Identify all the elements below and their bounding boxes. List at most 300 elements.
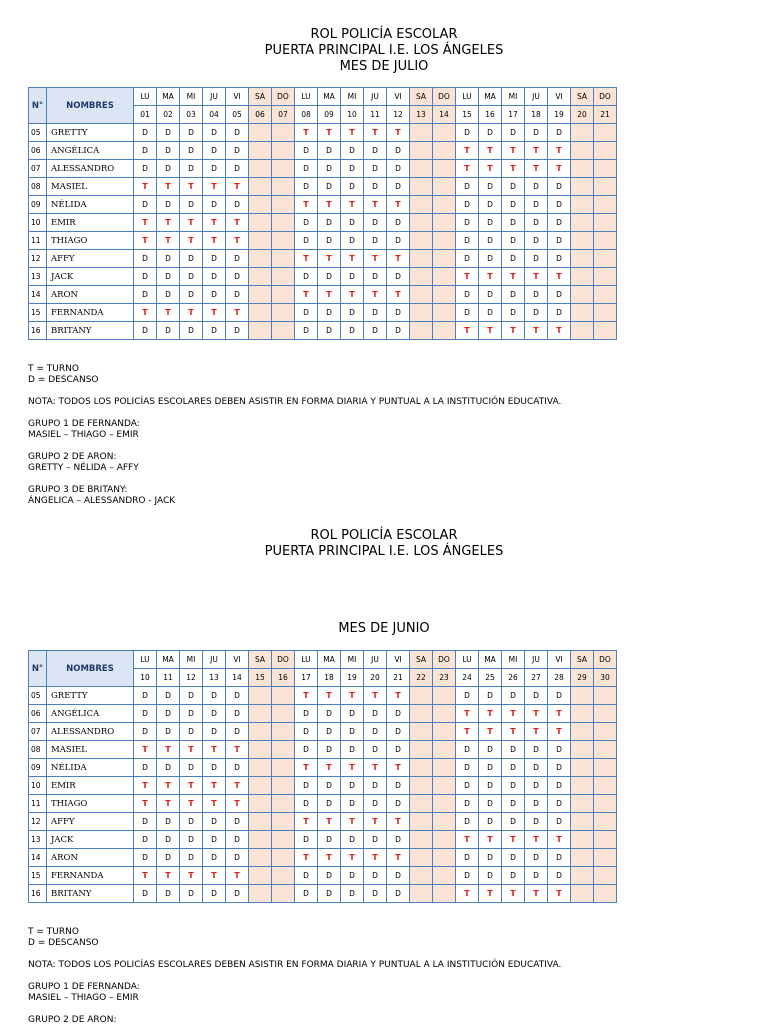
schedule-cell: D (479, 687, 502, 705)
header-day: SA (249, 651, 272, 669)
row-number: 16 (29, 322, 47, 340)
schedule-cell: T (364, 849, 387, 867)
header-date: 05 (226, 106, 249, 124)
schedule-cell (272, 795, 295, 813)
header-day: MI (180, 651, 203, 669)
schedule-cell (594, 250, 617, 268)
schedule-cell: T (525, 268, 548, 286)
schedule-cell: D (134, 831, 157, 849)
schedule-cell: D (502, 795, 525, 813)
schedule-cell: D (502, 777, 525, 795)
schedule-cell: D (548, 741, 571, 759)
schedule-cell (410, 286, 433, 304)
header-day: DO (433, 88, 456, 106)
row-number: 16 (29, 885, 47, 903)
row-number: 06 (29, 705, 47, 723)
schedule-cell: T (456, 268, 479, 286)
header-date: 28 (548, 669, 571, 687)
table-row (29, 250, 617, 268)
row-number: 07 (29, 723, 47, 741)
schedule-cell: D (157, 813, 180, 831)
schedule-cell: T (387, 196, 410, 214)
header-day: MI (502, 88, 525, 106)
schedule-cell: T (548, 705, 571, 723)
schedule-cell (410, 831, 433, 849)
schedule-cell: T (134, 795, 157, 813)
header-day: JU (364, 88, 387, 106)
header-day: LU (295, 88, 318, 106)
june-title-line-2: PUERTA PRINCIPAL I.E. LOS ÁNGELES (264, 544, 504, 559)
schedule-cell: T (502, 142, 525, 160)
schedule-cell (272, 214, 295, 232)
schedule-cell (272, 304, 295, 322)
schedule-cell: D (295, 268, 318, 286)
header-number: N° (29, 651, 47, 687)
group-3-label: GRUPO 3 DE BRITANY: (28, 485, 128, 495)
officer-name: MASIEL (47, 178, 134, 196)
schedule-cell: D (502, 813, 525, 831)
schedule-cell (571, 723, 594, 741)
header-date: 25 (479, 669, 502, 687)
schedule-cell: T (456, 160, 479, 178)
schedule-cell: D (318, 232, 341, 250)
table-row (29, 759, 617, 777)
schedule-cell (571, 813, 594, 831)
schedule-cell: T (318, 124, 341, 142)
schedule-cell: D (341, 232, 364, 250)
schedule-cell (433, 214, 456, 232)
schedule-cell: T (548, 160, 571, 178)
schedule-cell: T (502, 322, 525, 340)
table-row (29, 268, 617, 286)
schedule-cell (594, 124, 617, 142)
header-date: 26 (502, 669, 525, 687)
header-date: 04 (203, 106, 226, 124)
schedule-cell (571, 286, 594, 304)
header-day: VI (226, 651, 249, 669)
schedule-cell: D (180, 196, 203, 214)
schedule-cell: D (502, 178, 525, 196)
schedule-cell: T (456, 723, 479, 741)
header-day: LU (134, 651, 157, 669)
schedule-cell (410, 849, 433, 867)
schedule-cell (272, 286, 295, 304)
group-1-members: MASIEL – THIAGO – EMIR (28, 430, 139, 440)
header-date: 02 (157, 106, 180, 124)
schedule-cell (272, 250, 295, 268)
schedule-cell: D (203, 759, 226, 777)
schedule-cell: D (180, 322, 203, 340)
schedule-cell: T (456, 322, 479, 340)
schedule-cell: T (180, 178, 203, 196)
schedule-cell (272, 759, 295, 777)
table-row (29, 124, 617, 142)
schedule-cell (571, 142, 594, 160)
row-number: 06 (29, 142, 47, 160)
schedule-cell: D (203, 687, 226, 705)
row-number: 05 (29, 124, 47, 142)
schedule-cell: D (295, 142, 318, 160)
schedule-cell: D (456, 759, 479, 777)
schedule-cell (410, 741, 433, 759)
schedule-cell: D (479, 232, 502, 250)
schedule-cell: T (456, 831, 479, 849)
june-month-title (0, 621, 768, 637)
schedule-cell (272, 160, 295, 178)
schedule-cell (571, 741, 594, 759)
schedule-cell: D (134, 687, 157, 705)
schedule-cell: T (203, 867, 226, 885)
schedule-cell (433, 759, 456, 777)
schedule-cell: T (226, 304, 249, 322)
schedule-cell: D (387, 322, 410, 340)
header-day: MA (479, 88, 502, 106)
schedule-cell (571, 322, 594, 340)
officer-name: ALESSANDRO (47, 723, 134, 741)
schedule-cell: D (548, 196, 571, 214)
schedule-cell: T (157, 214, 180, 232)
schedule-cell: D (456, 777, 479, 795)
schedule-cell: D (502, 232, 525, 250)
schedule-cell: T (134, 777, 157, 795)
header-date: 20 (571, 106, 594, 124)
schedule-cell: T (318, 196, 341, 214)
schedule-cell: D (525, 813, 548, 831)
schedule-cell: D (134, 849, 157, 867)
schedule-cell: D (226, 196, 249, 214)
schedule-cell: D (548, 250, 571, 268)
schedule-cell (410, 777, 433, 795)
header-date: 10 (341, 106, 364, 124)
row-number: 08 (29, 178, 47, 196)
schedule-cell: D (180, 142, 203, 160)
schedule-cell: D (134, 813, 157, 831)
schedule-cell: T (479, 142, 502, 160)
officer-name: ANGÉLICA (47, 142, 134, 160)
schedule-cell: D (203, 124, 226, 142)
schedule-cell: D (134, 322, 157, 340)
schedule-cell (249, 687, 272, 705)
schedule-cell (410, 322, 433, 340)
schedule-cell: D (203, 160, 226, 178)
schedule-cell: D (157, 250, 180, 268)
schedule-cell: D (456, 687, 479, 705)
schedule-cell: T (157, 777, 180, 795)
schedule-cell: D (157, 705, 180, 723)
schedule-cell (594, 196, 617, 214)
schedule-cell: T (502, 831, 525, 849)
header-date: 17 (502, 106, 525, 124)
schedule-cell (594, 214, 617, 232)
schedule-cell (272, 268, 295, 286)
header-number: N° (29, 88, 47, 124)
schedule-cell: D (295, 214, 318, 232)
header-day: DO (594, 88, 617, 106)
schedule-cell: T (525, 831, 548, 849)
group-2-label: GRUPO 2 DE ARON: (28, 452, 117, 462)
schedule-cell (410, 232, 433, 250)
header-date: 13 (410, 106, 433, 124)
schedule-cell: D (180, 124, 203, 142)
schedule-cell (272, 885, 295, 903)
schedule-cell: T (364, 124, 387, 142)
schedule-cell: D (226, 723, 249, 741)
schedule-cell (571, 160, 594, 178)
header-names: NOMBRES (47, 651, 134, 687)
group-2-label: GRUPO 2 DE ARON: (28, 1015, 117, 1024)
schedule-cell: D (157, 196, 180, 214)
schedule-cell: D (318, 178, 341, 196)
legend-turno: T = TURNO (28, 364, 79, 374)
header-date: 15 (249, 669, 272, 687)
schedule-cell: D (387, 723, 410, 741)
schedule-cell: D (295, 777, 318, 795)
schedule-cell: T (548, 322, 571, 340)
schedule-cell: T (203, 304, 226, 322)
schedule-cell: D (502, 759, 525, 777)
schedule-cell: D (226, 268, 249, 286)
header-date: 29 (571, 669, 594, 687)
schedule-cell: D (180, 687, 203, 705)
schedule-cell: T (318, 286, 341, 304)
schedule-cell: D (364, 741, 387, 759)
header-date: 24 (456, 669, 479, 687)
schedule-cell (249, 286, 272, 304)
schedule-cell: D (157, 723, 180, 741)
schedule-cell (433, 831, 456, 849)
schedule-cell: T (364, 196, 387, 214)
schedule-cell: D (364, 795, 387, 813)
schedule-cell: D (502, 687, 525, 705)
schedule-cell: D (295, 178, 318, 196)
schedule-cell: D (157, 687, 180, 705)
schedule-cell (249, 178, 272, 196)
header-date: 17 (295, 669, 318, 687)
table-row (29, 705, 617, 723)
schedule-cell (571, 849, 594, 867)
schedule-cell: D (387, 705, 410, 723)
schedule-cell: D (548, 124, 571, 142)
row-number: 11 (29, 232, 47, 250)
schedule-cell: D (226, 142, 249, 160)
schedule-cell (571, 124, 594, 142)
schedule-cell (410, 687, 433, 705)
schedule-cell: D (203, 196, 226, 214)
header-day: MA (479, 651, 502, 669)
schedule-cell: D (479, 849, 502, 867)
schedule-cell (272, 813, 295, 831)
schedule-cell (571, 795, 594, 813)
schedule-cell: D (502, 849, 525, 867)
schedule-cell: D (295, 723, 318, 741)
table-row (29, 723, 617, 741)
schedule-cell (433, 232, 456, 250)
schedule-cell: T (295, 250, 318, 268)
schedule-cell (594, 849, 617, 867)
schedule-cell: D (203, 322, 226, 340)
schedule-cell: T (203, 777, 226, 795)
header-date: 14 (226, 669, 249, 687)
schedule-cell: T (180, 232, 203, 250)
schedule-cell: D (341, 831, 364, 849)
june-title-block (0, 528, 768, 560)
table-row (29, 885, 617, 903)
schedule-cell: D (479, 286, 502, 304)
schedule-cell: D (180, 268, 203, 286)
schedule-cell: D (318, 741, 341, 759)
schedule-cell (571, 268, 594, 286)
schedule-cell: T (525, 160, 548, 178)
schedule-cell: D (364, 268, 387, 286)
schedule-cell (410, 705, 433, 723)
schedule-cell: D (525, 687, 548, 705)
schedule-cell: T (479, 831, 502, 849)
header-date: 23 (433, 669, 456, 687)
schedule-cell: T (387, 250, 410, 268)
header-date: 20 (364, 669, 387, 687)
schedule-cell: D (203, 250, 226, 268)
schedule-cell: D (502, 741, 525, 759)
schedule-cell: D (502, 196, 525, 214)
schedule-cell: D (180, 160, 203, 178)
header-day: SA (410, 88, 433, 106)
schedule-cell: T (341, 286, 364, 304)
schedule-cell: T (525, 705, 548, 723)
july-title-line-1: ROL POLICÍA ESCOLAR (310, 27, 458, 42)
schedule-cell: D (226, 322, 249, 340)
schedule-cell: T (341, 759, 364, 777)
header-date: 09 (318, 106, 341, 124)
row-number: 12 (29, 250, 47, 268)
schedule-cell: T (157, 867, 180, 885)
legend-descanso: D = DESCANSO (28, 375, 99, 385)
schedule-cell: T (157, 232, 180, 250)
schedule-cell: D (134, 885, 157, 903)
schedule-cell (594, 268, 617, 286)
schedule-cell: T (341, 250, 364, 268)
header-day: VI (548, 88, 571, 106)
header-day: SA (410, 651, 433, 669)
row-number: 12 (29, 813, 47, 831)
schedule-cell (594, 286, 617, 304)
officer-name: NÉLIDA (47, 759, 134, 777)
schedule-cell: D (157, 142, 180, 160)
schedule-cell: T (525, 322, 548, 340)
header-day: MI (341, 88, 364, 106)
schedule-cell (433, 250, 456, 268)
schedule-cell: T (318, 687, 341, 705)
schedule-cell: T (226, 232, 249, 250)
schedule-cell (571, 232, 594, 250)
schedule-cell: D (341, 142, 364, 160)
header-day: MA (157, 651, 180, 669)
header-day: VI (226, 88, 249, 106)
header-date: 11 (364, 106, 387, 124)
schedule-cell (571, 214, 594, 232)
schedule-cell (571, 196, 594, 214)
june-roster-table (28, 650, 617, 903)
table-row (29, 741, 617, 759)
header-day: VI (387, 651, 410, 669)
schedule-cell: T (479, 705, 502, 723)
schedule-cell (272, 322, 295, 340)
legend-descanso: D = DESCANSO (28, 938, 99, 948)
schedule-cell: T (180, 214, 203, 232)
schedule-cell (433, 723, 456, 741)
officer-name: MASIEL (47, 741, 134, 759)
schedule-cell: D (203, 831, 226, 849)
schedule-cell (433, 322, 456, 340)
schedule-cell (272, 142, 295, 160)
nota-text: NOTA: TODOS LOS POLICÍAS ESCOLARES DEBEN ASISTIR EN FORMA DIARIA Y PUNTUAL A LA INSTITUCIÓN EDUCATIVA. (28, 397, 562, 407)
schedule-cell: D (387, 178, 410, 196)
schedule-cell: T (180, 795, 203, 813)
schedule-cell (410, 214, 433, 232)
schedule-cell (594, 777, 617, 795)
schedule-cell (249, 304, 272, 322)
schedule-cell: D (180, 705, 203, 723)
row-number: 11 (29, 795, 47, 813)
officer-name: JACK (47, 268, 134, 286)
schedule-cell (433, 849, 456, 867)
schedule-cell: T (479, 723, 502, 741)
schedule-cell (433, 867, 456, 885)
schedule-cell: D (157, 885, 180, 903)
schedule-cell: D (318, 777, 341, 795)
schedule-cell (249, 741, 272, 759)
schedule-cell: D (203, 268, 226, 286)
schedule-cell (571, 250, 594, 268)
schedule-cell: T (387, 759, 410, 777)
schedule-cell: D (134, 160, 157, 178)
schedule-cell: D (226, 250, 249, 268)
officer-name: FERNANDA (47, 304, 134, 322)
june-month-title-text: MES DE JUNIO (338, 621, 430, 636)
row-number: 10 (29, 214, 47, 232)
schedule-cell: D (318, 705, 341, 723)
schedule-cell: D (180, 286, 203, 304)
schedule-cell: D (134, 759, 157, 777)
july-roster-table (28, 87, 617, 340)
schedule-cell: D (180, 849, 203, 867)
officer-name: THIAGO (47, 795, 134, 813)
schedule-cell: D (364, 160, 387, 178)
schedule-cell: T (341, 196, 364, 214)
schedule-cell: D (364, 867, 387, 885)
schedule-cell: T (364, 687, 387, 705)
schedule-cell (249, 813, 272, 831)
schedule-cell: D (341, 777, 364, 795)
schedule-cell (433, 687, 456, 705)
schedule-cell: D (548, 759, 571, 777)
schedule-cell: D (387, 142, 410, 160)
header-date: 08 (295, 106, 318, 124)
schedule-cell: D (226, 885, 249, 903)
schedule-cell: D (456, 849, 479, 867)
schedule-cell: D (525, 250, 548, 268)
header-day: LU (456, 651, 479, 669)
schedule-cell: T (295, 196, 318, 214)
schedule-cell (272, 831, 295, 849)
schedule-cell: T (134, 232, 157, 250)
schedule-cell (272, 723, 295, 741)
schedule-cell: D (157, 160, 180, 178)
schedule-cell: D (318, 867, 341, 885)
nota-text: NOTA: TODOS LOS POLICÍAS ESCOLARES DEBEN ASISTIR EN FORMA DIARIA Y PUNTUAL A LA INSTITUCIÓN EDUCATIVA. (28, 960, 562, 970)
schedule-cell (410, 723, 433, 741)
schedule-cell: D (157, 831, 180, 849)
schedule-cell (594, 322, 617, 340)
